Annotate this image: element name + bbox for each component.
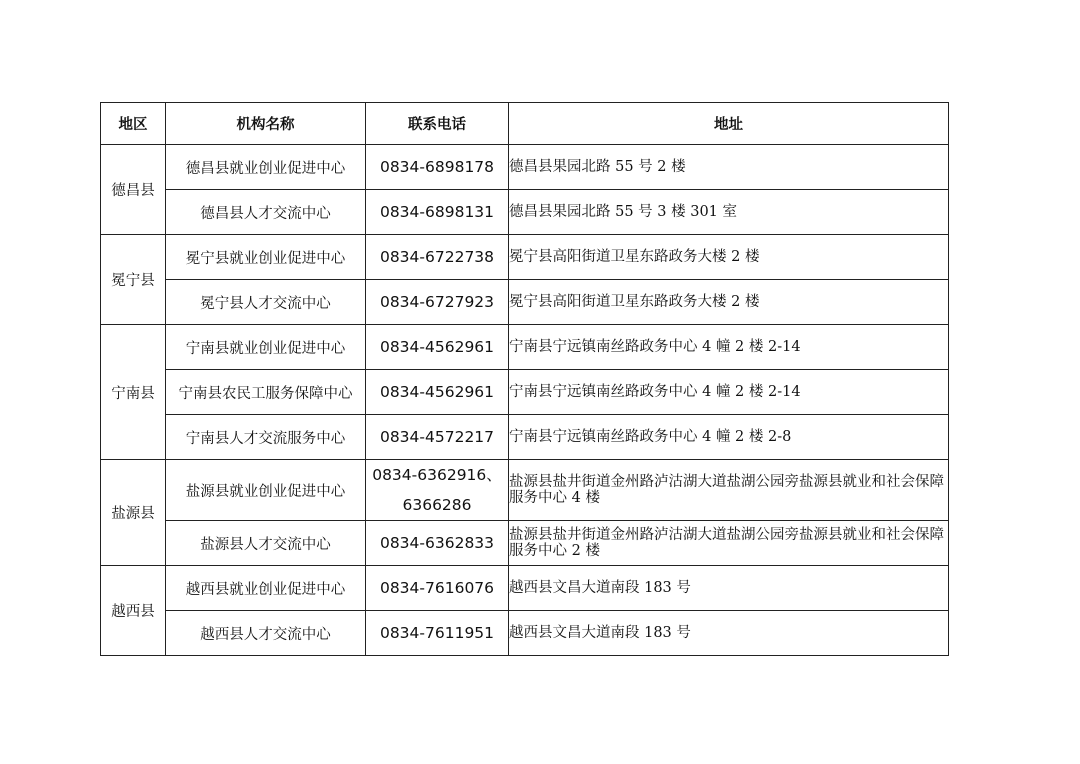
table-row <box>101 460 949 521</box>
region-cell: 宁南县 <box>101 325 166 460</box>
region-cell: 盐源县 <box>101 460 166 566</box>
phone-cell: 0834-7616076 <box>366 566 509 611</box>
table-row <box>101 370 949 415</box>
address-cell: 冕宁县高阳街道卫星东路政务大楼 2 楼 <box>509 235 949 280</box>
org-name-cell: 越西县就业创业促进中心 <box>166 566 366 611</box>
address-cell: 宁南县宁远镇南丝路政务中心 4 幢 2 楼 2-14 <box>509 370 949 415</box>
org-name-cell: 盐源县人才交流中心 <box>166 521 366 566</box>
table-row <box>101 235 949 280</box>
phone-cell: 0834-4562961 <box>366 325 509 370</box>
address-cell: 宁南县宁远镇南丝路政务中心 4 幢 2 楼 2-14 <box>509 325 949 370</box>
address-cell: 盐源县盐井街道金州路泸沽湖大道盐湖公园旁盐源县就业和社会保障服务中心 4 楼 <box>509 460 949 521</box>
table-row <box>101 325 949 370</box>
contacts-table <box>100 102 949 656</box>
region-cell: 冕宁县 <box>101 235 166 325</box>
phone-cell: 0834-4562961 <box>366 370 509 415</box>
phone-cell: 0834-6898131 <box>366 190 509 235</box>
table-row <box>101 521 949 566</box>
org-name-cell: 德昌县人才交流中心 <box>166 190 366 235</box>
address-cell: 越西县文昌大道南段 183 号 <box>509 566 949 611</box>
header-region: 地区 <box>101 103 166 145</box>
phone-cell: 0834-7611951 <box>366 611 509 656</box>
address-cell: 越西县文昌大道南段 183 号 <box>509 611 949 656</box>
org-name-cell: 德昌县就业创业促进中心 <box>166 145 366 190</box>
header-phone: 联系电话 <box>366 103 509 145</box>
region-cell: 德昌县 <box>101 145 166 235</box>
phone-cell: 0834-4572217 <box>366 415 509 460</box>
org-name-cell: 宁南县农民工服务保障中心 <box>166 370 366 415</box>
table-header-row <box>101 103 949 145</box>
address-cell: 德昌县果园北路 55 号 2 楼 <box>509 145 949 190</box>
org-name-cell: 宁南县人才交流服务中心 <box>166 415 366 460</box>
table-row <box>101 280 949 325</box>
table-row <box>101 415 949 460</box>
org-name-cell: 盐源县就业创业促进中心 <box>166 460 366 521</box>
org-name-cell: 越西县人才交流中心 <box>166 611 366 656</box>
org-name-cell: 宁南县就业创业促进中心 <box>166 325 366 370</box>
address-cell: 宁南县宁远镇南丝路政务中心 4 幢 2 楼 2-8 <box>509 415 949 460</box>
phone-cell: 0834-6362916、6366286 <box>366 460 509 521</box>
region-cell: 越西县 <box>101 566 166 656</box>
address-cell: 盐源县盐井街道金州路泸沽湖大道盐湖公园旁盐源县就业和社会保障服务中心 2 楼 <box>509 521 949 566</box>
table-row <box>101 145 949 190</box>
header-org-name: 机构名称 <box>166 103 366 145</box>
org-name-cell: 冕宁县人才交流中心 <box>166 280 366 325</box>
phone-cell: 0834-6362833 <box>366 521 509 566</box>
table-row <box>101 566 949 611</box>
address-cell: 德昌县果园北路 55 号 3 楼 301 室 <box>509 190 949 235</box>
address-cell: 冕宁县高阳街道卫星东路政务大楼 2 楼 <box>509 280 949 325</box>
table-row <box>101 611 949 656</box>
phone-cell: 0834-6722738 <box>366 235 509 280</box>
org-name-cell: 冕宁县就业创业促进中心 <box>166 235 366 280</box>
phone-cell: 0834-6727923 <box>366 280 509 325</box>
header-address: 地址 <box>509 103 949 145</box>
phone-cell: 0834-6898178 <box>366 145 509 190</box>
table-row <box>101 190 949 235</box>
